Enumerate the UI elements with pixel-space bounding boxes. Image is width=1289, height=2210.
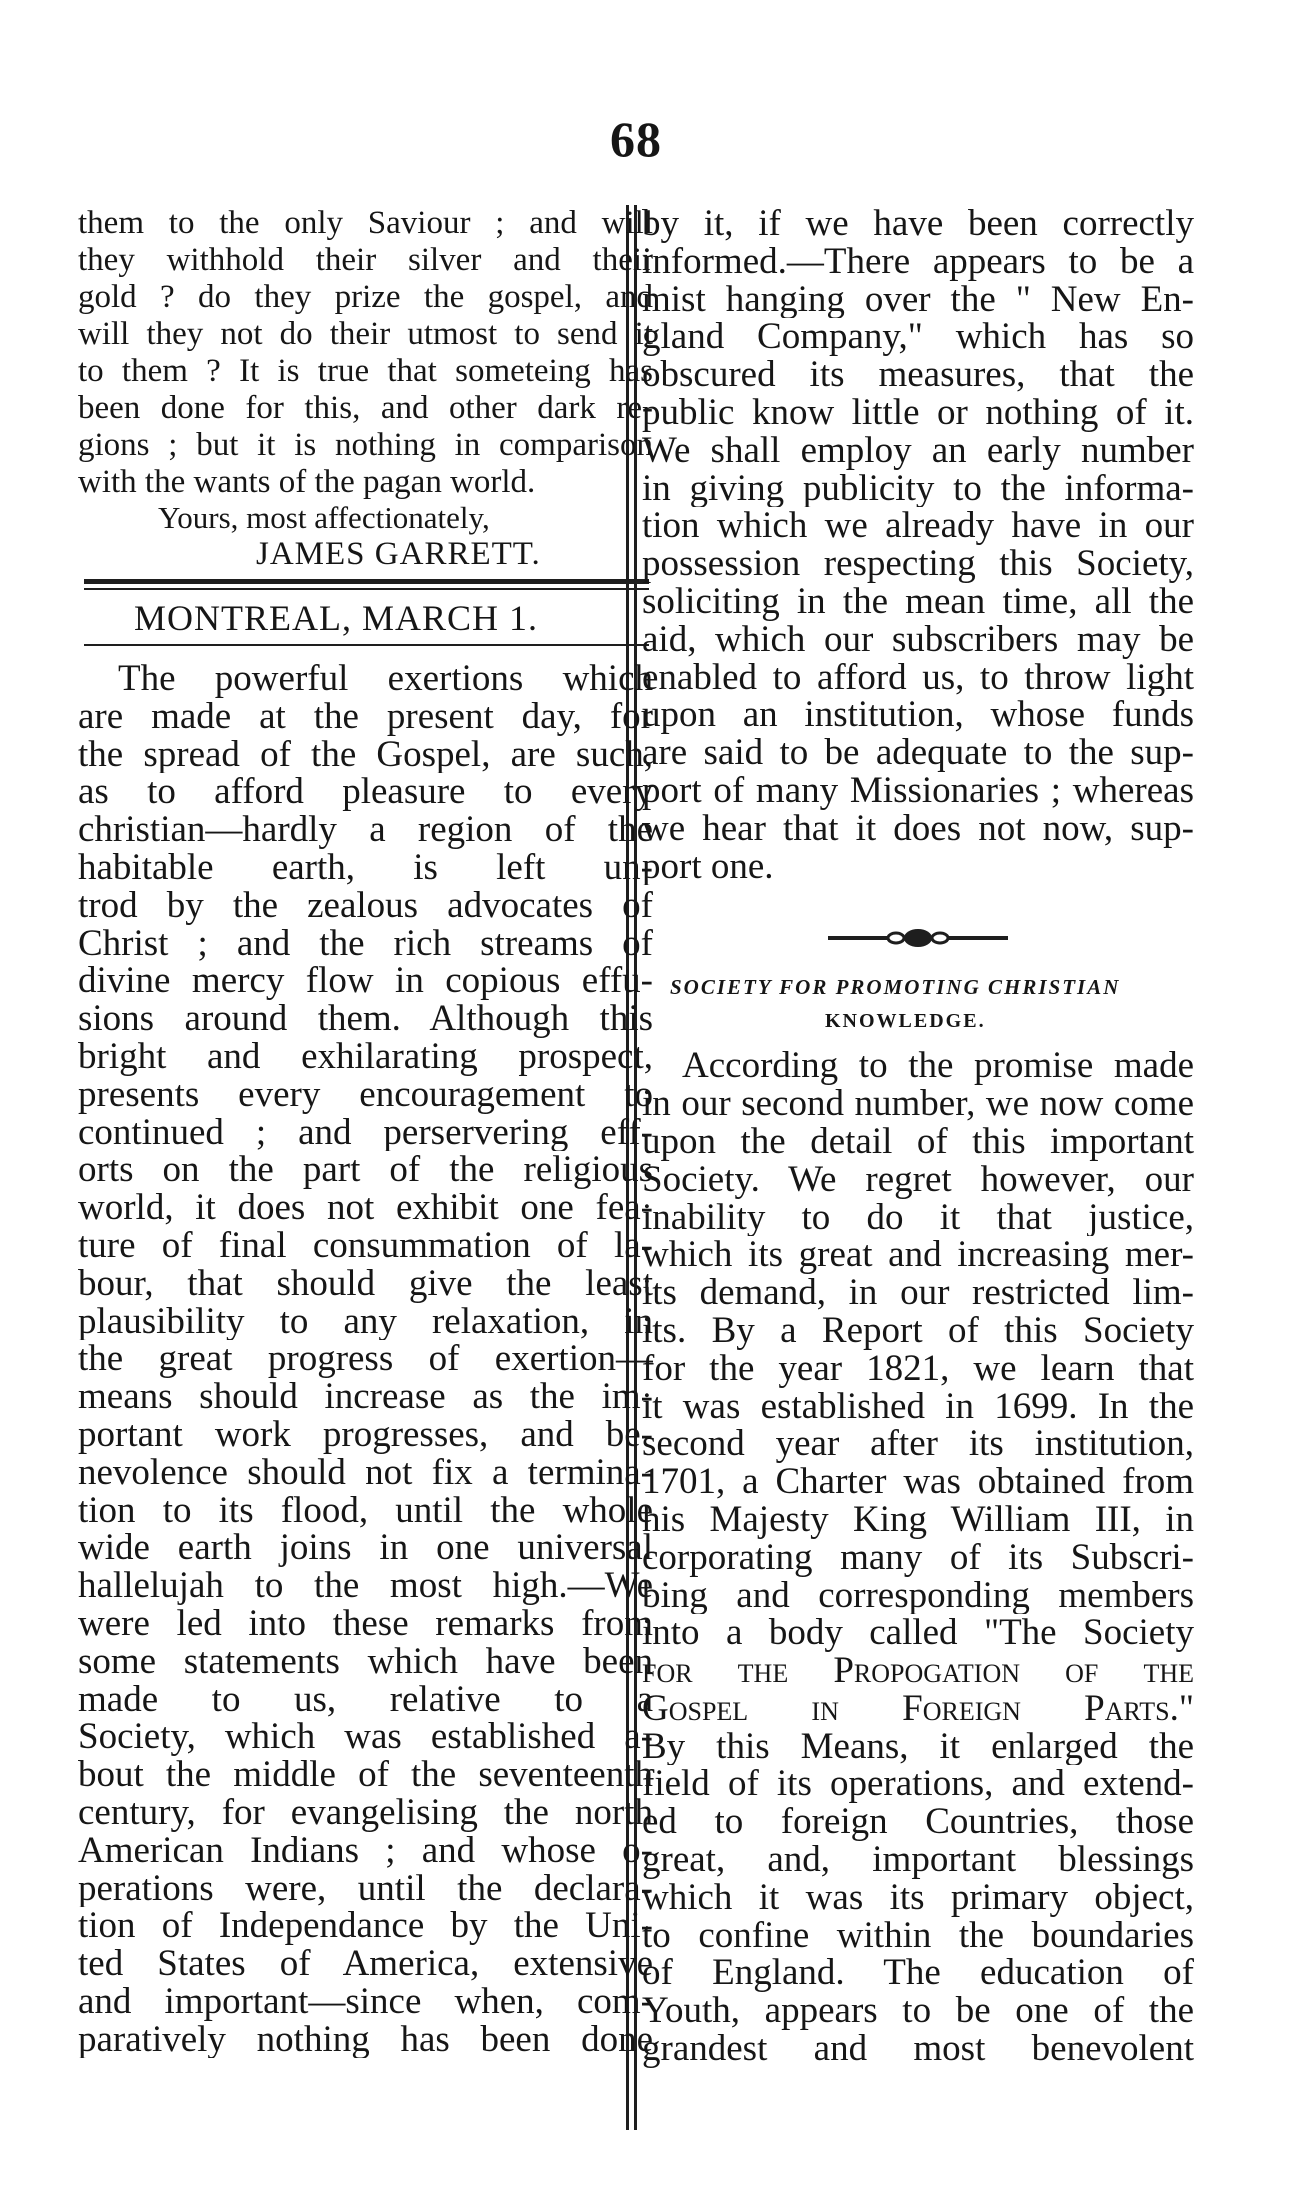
text-line: tion which we already have in our (642, 507, 1194, 546)
editorial-article (78, 660, 653, 2058)
text-line: means should increase as the im- (78, 1378, 653, 1416)
text-line: it was established in 1699. In the (642, 1387, 1194, 1426)
text-line: aid, which our subscribers may be (642, 620, 1194, 659)
text-line: wide earth joins in one universal (78, 1529, 653, 1568)
text-line: bour, that should give the least (78, 1264, 653, 1303)
text-line: Society, which was established a- (78, 1718, 653, 1757)
text-line: soliciting in the mean time, all the (642, 582, 1194, 621)
text-line: for the year 1821, we learn that (642, 1349, 1194, 1388)
text-line: possession respecting this Society, (642, 545, 1194, 583)
text-line: orts on the part of the religious (78, 1151, 653, 1190)
text-line: in giving publicity to the informa- (642, 469, 1194, 508)
text-line: in our second number, we now come (642, 1085, 1194, 1123)
text-line: portant work progresses, and be- (78, 1415, 653, 1454)
text-line: Youth, appears to be one of the (642, 1992, 1194, 2031)
text-line: its demand, in our restricted lim- (642, 1274, 1194, 1312)
page-number: 68 (610, 111, 662, 167)
text-line: are said to be adequate to the sup- (642, 734, 1194, 772)
text-line: The powerful exertions which (118, 660, 653, 698)
text-line: obscured its measures, that the (642, 356, 1194, 394)
text-line: By this Means, it enlarged the (642, 1727, 1194, 1766)
text-line: mist hanging over the " New En- (642, 280, 1194, 319)
dateline-heading: MONTREAL, MARCH 1. (134, 598, 539, 638)
text-line: bing and corresponding members (642, 1576, 1194, 1615)
text-line: enabled to afford us, to throw light (642, 658, 1194, 697)
text-line: were led into these remarks from (78, 1604, 653, 1643)
section-heading-line1: SOCIETY FOR PROMOTING CHRISTIAN (670, 975, 1121, 1000)
text-line: Society. We regret however, our (642, 1160, 1194, 1199)
text-line: as to afford pleasure to every (78, 773, 653, 812)
text-line: presents every encouragement to (78, 1075, 653, 1114)
ornamental-divider (642, 905, 1194, 971)
text-line: bout the middle of the seventeenth (78, 1756, 653, 1794)
text-line: sions around them. Although this (78, 1000, 653, 1038)
text-line: field of its operations, and extend- (642, 1765, 1194, 1804)
text-line: public know little or nothing of it. (642, 393, 1194, 432)
text-line: century, for evangelising the north (78, 1793, 653, 1832)
text-line: According to the promise made (682, 1047, 1194, 1086)
text-line: its. By a Report of this Society (642, 1311, 1194, 1350)
text-line: some statements which have been (78, 1642, 653, 1681)
text-line: his Majesty King William III, in (642, 1500, 1194, 1539)
text-line: continued ; and perservering eff- (78, 1113, 653, 1152)
text-line: tion to its flood, until the whole (78, 1491, 653, 1530)
text-line: tion of Independance by the Uni- (78, 1907, 653, 1946)
text-line: been done for this, and other dark re- (78, 390, 653, 426)
text-line: corporating many of its Subscri- (642, 1538, 1194, 1577)
text-line: the great progress of exertion— (78, 1340, 653, 1379)
text-line: with the wants of the pagan world. (78, 464, 536, 500)
text-line: trod by the zealous advocates of (78, 886, 653, 925)
text-line: to them ? It is true that someteing has (78, 353, 653, 389)
text-line: 1701, a Charter was obtained from (642, 1463, 1194, 1501)
text-line: second year after its institution, (642, 1425, 1194, 1464)
letter-conclusion (78, 205, 653, 573)
text-line: port one. (642, 847, 774, 886)
ornament-icon (818, 923, 1018, 953)
dateline-rule (84, 644, 649, 646)
text-line: them to the only Saviour ; and will (78, 205, 653, 241)
text-line: gions ; but it is nothing in comparison (78, 427, 653, 463)
text-line: perations were, until the declara- (78, 1869, 653, 1908)
text-line: to confine within the boundaries (642, 1916, 1194, 1955)
text-line: ed to foreign Countries, those (642, 1803, 1194, 1842)
text-line: great, and, important blessings (642, 1841, 1194, 1879)
text-line: Christ ; and the rich streams of (78, 924, 653, 963)
text-line: bright and exhilarating prospect, (78, 1037, 653, 1076)
text-line: hallelujah to the most high.—We (78, 1567, 653, 1605)
text-line: into a body called "The Society (642, 1614, 1194, 1653)
text-line: habitable earth, is left un- (78, 848, 653, 887)
section-rule-thick (84, 579, 649, 584)
section-rule-thin (84, 588, 649, 590)
article-continuation (642, 205, 1194, 885)
text-line: and important—since when, com- (78, 1982, 653, 2021)
text-line: American Indians ; and whose o- (78, 1831, 653, 1870)
text-line: are made at the present day, for (78, 697, 653, 736)
text-line: upon an institution, whose funds (642, 696, 1194, 735)
society-article (642, 1047, 1194, 2068)
text-line: divine mercy flow in copious effu- (78, 962, 653, 1001)
text-line: plausibility to any relaxation, in (78, 1302, 653, 1341)
text-line: which its great and increasing mer- (642, 1236, 1194, 1275)
text-line: world, it does not exhibit one fea- (78, 1189, 653, 1227)
left-column (78, 205, 653, 2058)
text-line: gold ? do they prize the gospel, and (78, 279, 653, 315)
letter-closing: Yours, most affectionately, (158, 500, 490, 535)
text-line: for the Propogation of the (642, 1652, 1194, 1690)
text-line: We shall employ an early number (642, 431, 1194, 470)
text-line: nevolence should not fix a termina- (78, 1453, 653, 1492)
text-line: we hear that it does not now, sup- (642, 809, 1194, 848)
text-line: which it was its primary object, (642, 1878, 1194, 1917)
text-line: by it, if we have been correctly (642, 205, 1194, 243)
text-line: inability to do it that justice, (642, 1198, 1194, 1237)
text-line: christian—hardly a region of the (78, 811, 653, 849)
text-line: Gospel in Foreign Parts." (642, 1689, 1194, 1728)
letter-signature: JAMES GARRETT. (256, 536, 541, 572)
text-line: they withhold their silver and their (78, 242, 653, 278)
right-column (642, 205, 1194, 2068)
text-line: of England. The education of (642, 1954, 1194, 1993)
text-line: will they not do their utmost to send it (78, 316, 653, 352)
text-line: paratively nothing has been done (78, 2020, 653, 2059)
text-line: ture of final consummation of la- (78, 1226, 653, 1265)
text-line: made to us, relative to a (78, 1680, 653, 1719)
text-line: upon the detail of this important (642, 1122, 1194, 1161)
text-line: port of many Missionaries ; whereas (642, 771, 1194, 810)
text-line: the spread of the Gospel, are such, (78, 735, 653, 774)
text-line: grandest and most benevolent (642, 2030, 1194, 2068)
text-line: informed.—There appears to be a (642, 242, 1194, 281)
text-line: gland Company," which has so (642, 318, 1194, 357)
section-heading-line2: KNOWLEDGE. (825, 1010, 986, 1033)
text-line: ted States of America, extensive (78, 1945, 653, 1983)
